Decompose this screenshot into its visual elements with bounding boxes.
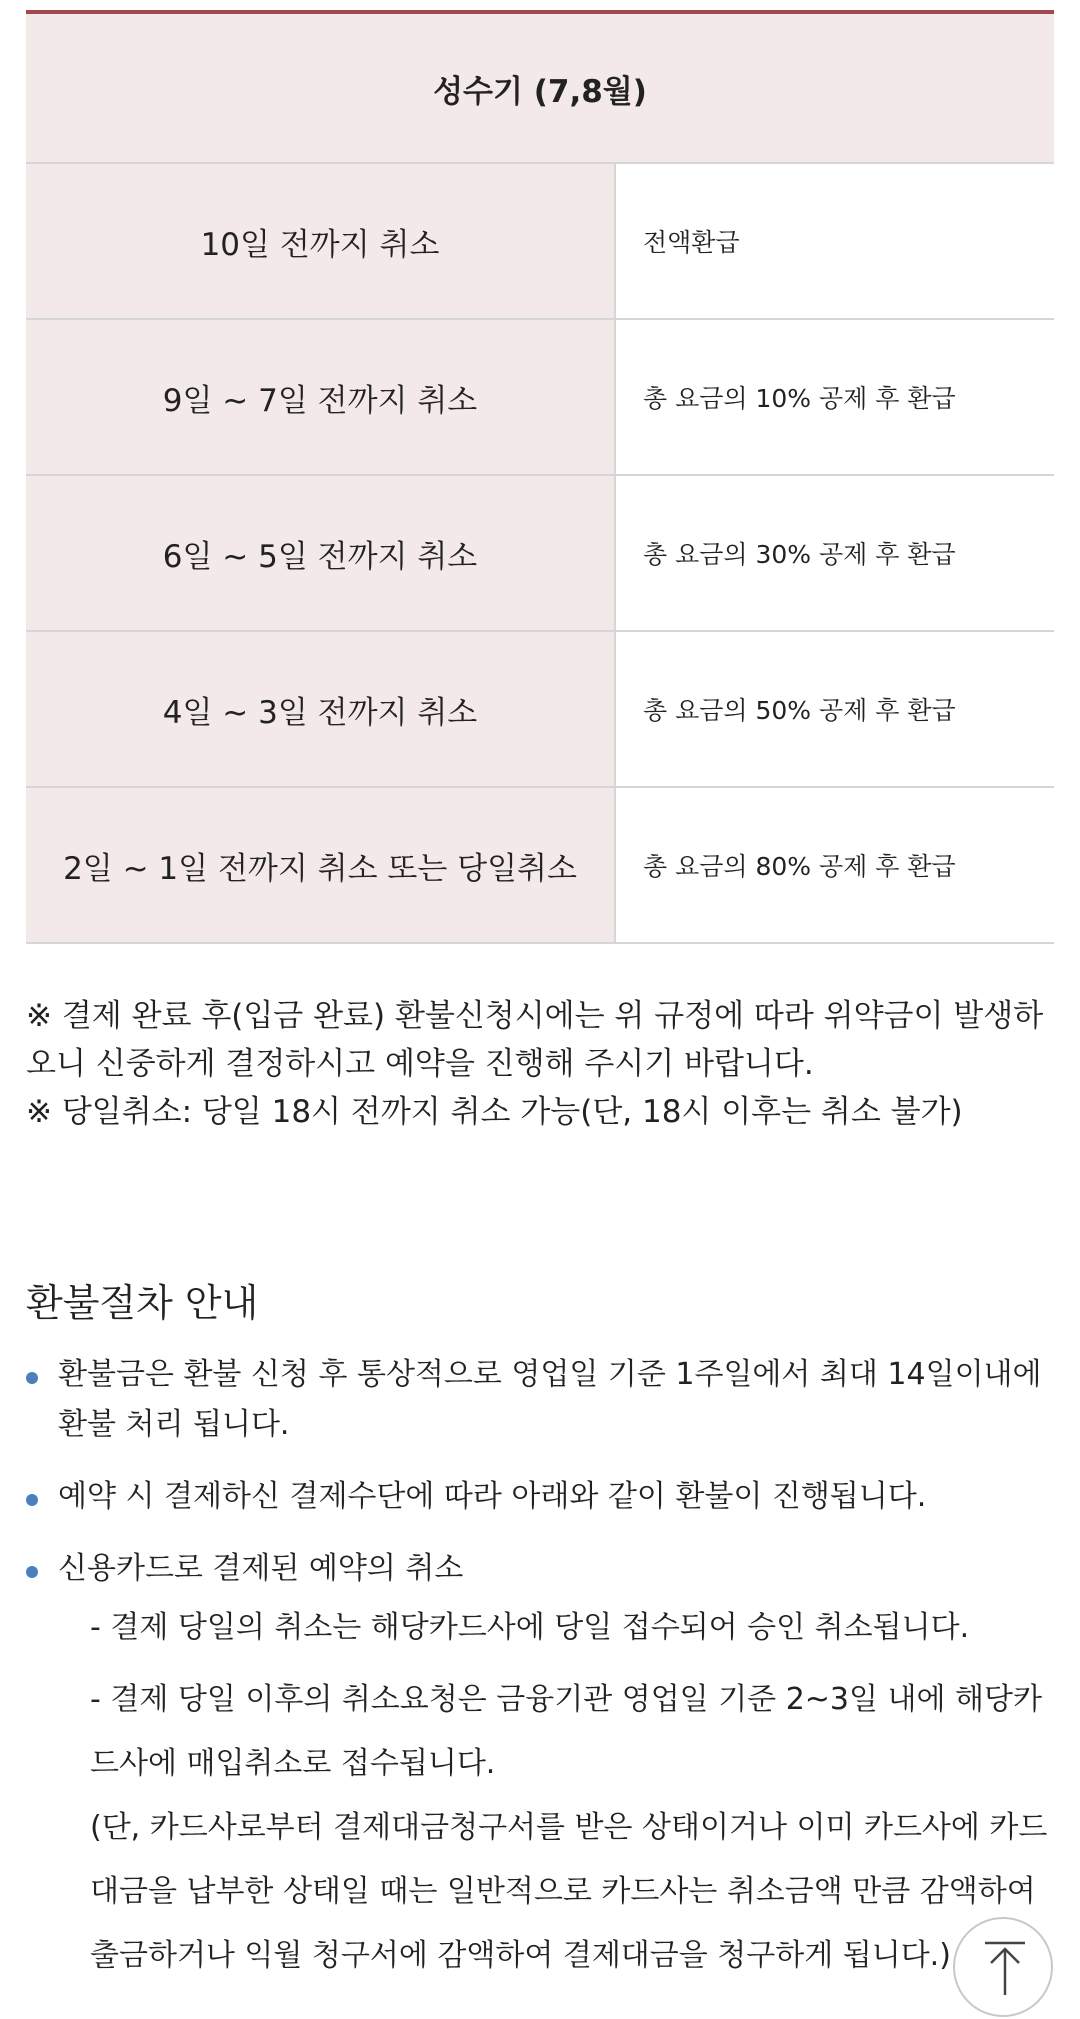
card-detail-text: - 결제 당일의 취소는 해당카드사에 당일 접수되어 승인 취소됩니다. <box>90 1610 970 1645</box>
procedure-text: 예약 시 결제하신 결제수단에 따라 아래와 같이 환불이 진행됩니다. <box>58 1479 927 1514</box>
arrow-up-icon <box>983 1941 1027 1997</box>
refund-policy-table <box>26 10 1054 944</box>
cancel-period-cell: 2일 ~ 1일 전까지 취소 또는 당일취소 <box>26 787 615 943</box>
penalty-note: ※ 결제 완료 후(입금 완료) 환불신청시에는 위 규정에 따라 위약금이 발생하오니 신중하게 결정하시고 예약을 진행해 주시기 바랍니다. <box>26 998 1044 1082</box>
list-item <box>26 1472 1056 1522</box>
refund-policy-cell: 총 요금의 10% 공제 후 환급 <box>615 319 1054 475</box>
refund-policy-cell: 총 요금의 30% 공제 후 환급 <box>615 475 1054 631</box>
refund-procedure-list <box>26 1350 1056 1988</box>
list-item <box>26 1544 1056 1594</box>
procedure-text: 신용카드로 결제된 예약의 취소 <box>58 1551 464 1586</box>
table-row <box>26 475 1054 631</box>
cancellation-notes <box>26 992 1066 1136</box>
cancel-period-cell: 6일 ~ 5일 전까지 취소 <box>26 475 615 631</box>
procedure-text: 환불금은 환불 신청 후 통상적으로 영업일 기준 1주일에서 최대 14일이내에 환불 처리 됩니다. <box>58 1357 1042 1442</box>
table-row <box>26 787 1054 943</box>
refund-policy-cell: 전액환급 <box>615 163 1054 319</box>
season-header: 성수기 (7,8월) <box>26 12 1054 163</box>
same-day-cancel-note: ※ 당일취소: 당일 18시 전까지 취소 가능(단, 18시 이후는 취소 불가) <box>26 1094 963 1130</box>
cancel-period-cell: 10일 전까지 취소 <box>26 163 615 319</box>
scroll-top-button[interactable] <box>953 1917 1053 2017</box>
table-row <box>26 631 1054 787</box>
card-detail-text: (단, 카드사로부터 결제대금청구서를 받은 상태이거나 이미 카드사에 카드대금을 납부한 상태일 때는 일반적으로 카드사는 취소금액 만큼 감액하여 출금하거나 익월 청구서에 감액하여 결제대금을 청구하게 됩니다.) <box>90 1810 1048 1973</box>
table-row <box>26 319 1054 475</box>
cancel-period-cell: 4일 ~ 3일 전까지 취소 <box>26 631 615 787</box>
bullet-icon <box>26 1566 38 1578</box>
card-cancel-details <box>26 1596 1056 1988</box>
card-detail-text: - 결제 당일 이후의 취소요청은 금융기관 영업일 기준 2~3일 내에 해당카드사에 매입취소로 접수됩니다. <box>90 1682 1042 1781</box>
refund-policy-cell: 총 요금의 80% 공제 후 환급 <box>615 787 1054 943</box>
refund-procedure-title: 환불절차 안내 <box>26 1281 259 1325</box>
table-header-row <box>26 12 1054 163</box>
table-row <box>26 163 1054 319</box>
bullet-icon <box>26 1372 38 1384</box>
cancel-period-cell: 9일 ~ 7일 전까지 취소 <box>26 319 615 475</box>
refund-policy-cell: 총 요금의 50% 공제 후 환급 <box>615 631 1054 787</box>
bullet-icon <box>26 1494 38 1506</box>
list-item <box>26 1350 1056 1450</box>
